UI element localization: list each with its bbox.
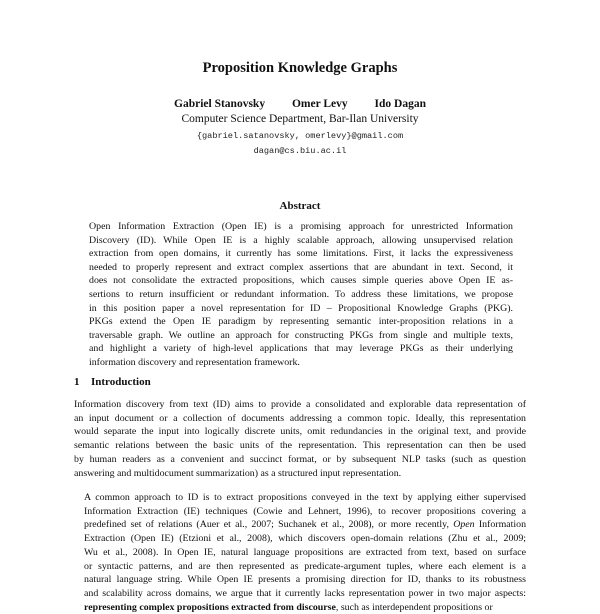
author-name: Gabriel Stanovsky xyxy=(174,98,266,110)
abstract-line: PKGs extend the Open IE paradigm by representing semantic inter-proposition relations in a xyxy=(89,316,513,328)
author-list xyxy=(0,98,600,110)
italic-term: Open xyxy=(453,519,475,531)
abstract-text xyxy=(89,220,513,370)
body-line: answering and multidocument summarization) as a structured input representation. xyxy=(74,467,402,479)
intro-paragraph-1 xyxy=(74,398,526,480)
body-line: an input document or a collection of documents addressing a common topic. Ideally, this representation xyxy=(74,412,526,424)
body-line xyxy=(74,518,526,532)
email-address: {gabriel.satanovsky, omerlevy}@gmail.com xyxy=(196,131,404,141)
intro-paragraph-2 xyxy=(74,491,526,614)
abstract-line: and highlight a variety of high-level applications that may leverage PKGs as their underlying xyxy=(89,343,513,355)
body-line xyxy=(74,601,526,614)
body-text: predefined set of relations (Auer et al., 2007; Suchanek et al., 2008), or more recently, xyxy=(84,519,449,531)
section-title: Introduction xyxy=(91,376,151,388)
body-text: , such as interdependent propositions or xyxy=(335,601,493,613)
abstract-line: needed to properly represent and extract complex assertions that are abundant in text. Second, it xyxy=(89,261,513,273)
section-heading xyxy=(74,376,151,388)
body-line: would separate the input into logically discrete units, omit redundancies in the original text, and provide xyxy=(74,426,526,438)
affiliation: Computer Science Department, Bar-Ilan University xyxy=(181,113,419,125)
body-line: semantic relations between the basic units of the representation. This representation can then be used xyxy=(74,440,526,452)
abstract-line: extraction from open domains, it currently has some limitations. First, it lacks the expressiveness xyxy=(89,248,513,260)
body-line: Information Extraction (IE) techniques (Cowie and Lehnert, 1996), to recover propositions covering a xyxy=(84,505,526,517)
author-name: Omer Levy xyxy=(291,98,348,110)
body-line: Wu et al., 2008). In Open IE, natural language propositions are extracted from text, based on surface xyxy=(84,546,526,558)
section-number: 1 xyxy=(74,376,80,388)
body-line: Extraction (Open IE) (Etzioni et al., 2008), which discovers open-domain relations (Zhu et al., 2009; xyxy=(84,533,526,545)
body-line: and scalability across domains, we argue that it currently lacks representation power in two major aspects: xyxy=(84,587,526,599)
bold-phrase: representing complex propositions extracted from discourse xyxy=(84,601,336,613)
body-line: or syntactic patterns, and are then represented as predicate-argument tuples, where each element is a xyxy=(84,560,526,572)
author-name: Ido Dagan xyxy=(374,98,426,110)
abstract-line: sertions to return insufficient or redundant information. To address these limitations, we propose xyxy=(89,288,513,300)
abstract-line: traversable graph. We outline an approach for constructing PKGs from single and multiple texts, xyxy=(89,329,513,341)
abstract-line: in this position paper a novel representation for ID – Propositional Knowledge Graphs (PKG). xyxy=(89,302,513,314)
abstract-heading: Abstract xyxy=(279,200,321,212)
abstract-line: information discovery and representation framework. xyxy=(89,356,300,368)
email-address: dagan@cs.biu.ac.il xyxy=(253,146,347,156)
body-line: Information discovery from text (ID) aims to provide a consolidated and explorable data representation of xyxy=(74,399,526,410)
body-line: by human readers as a convenient and succinct format, or by subsequent NLP tasks (such as question xyxy=(74,453,526,465)
body-line: natural language string. While Open IE presents a promising direction for ID, thanks to its robustness xyxy=(84,574,526,586)
abstract-line: Open Information Extraction (Open IE) is a promising approach for unrestricted Information xyxy=(89,221,513,232)
abstract-line: Discovery (ID). While Open IE is a highly scalable approach, allowing unsupervised relation xyxy=(89,234,513,246)
paper-title: Proposition Knowledge Graphs xyxy=(202,60,398,76)
body-line: A common approach to ID is to extract propositions conveyed in the text by applying either supervised xyxy=(84,492,526,503)
abstract-line: does not consolidate the extracted propositions, which causes simple queries above Open IE as- xyxy=(89,275,513,287)
body-text: Information xyxy=(478,519,527,531)
